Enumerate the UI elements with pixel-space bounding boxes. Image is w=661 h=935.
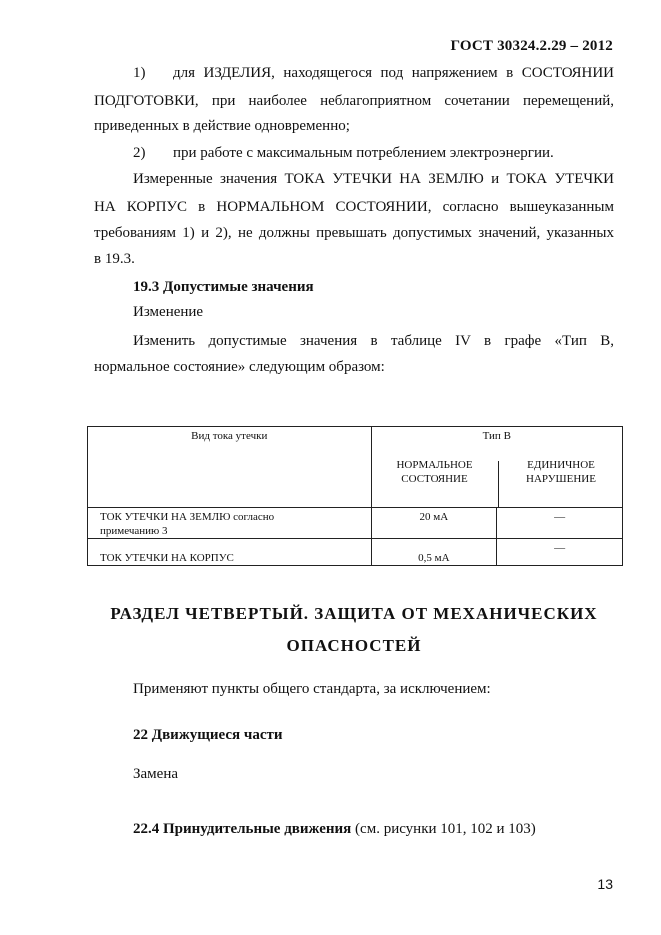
list-number-1: 1) [133, 65, 146, 81]
standard-designation: ГОСТ 30324.2.29 – 2012 [450, 38, 613, 54]
row-1-name-line-2: примечанию 3 [100, 525, 168, 537]
replace-label: Замена [133, 766, 179, 782]
apply-paragraph: Применяют пункты общего стандарта, за исключением: [133, 681, 491, 697]
row-1-normal-value: 20 мА [419, 511, 449, 523]
change-label: Изменение [133, 304, 204, 320]
paragraph-line-4: в 19.3. [94, 251, 135, 267]
section-4-title-line-2: ОПАСНОСТЕЙ [286, 636, 422, 655]
header-type-b [371, 427, 623, 508]
paragraph-line-3: требованиям 1) и 2), не должны превышать допустимых значений, указанных [94, 225, 614, 241]
header-fault-line-1: ЕДИНИЧНОЕ [527, 459, 595, 471]
header-single-fault [499, 458, 624, 486]
list-item-1-line-2: ПОДГОТОВКИ, при наиболее неблагоприятном сочетании перемещений, [94, 93, 614, 109]
list-item-1-line-3: приведенных в действие одновременно; [94, 118, 350, 134]
section-22-4-figures: (см. рисунки 101, 102 и 103) [351, 821, 536, 837]
header-normal-line-1: НОРМАЛЬНОЕ [396, 459, 473, 471]
table-row [88, 539, 623, 566]
header-normal-line-2: СОСТОЯНИЕ [401, 473, 468, 485]
row-1-fault [497, 508, 623, 539]
header-fault-line-2: НАРУШЕНИЕ [526, 473, 596, 485]
list-number-2: 2) [133, 145, 146, 161]
row-2-name [88, 539, 372, 566]
row-1-fault-value: — [554, 511, 566, 523]
change-instruction-line-2: нормальное состояние» следующим образом: [94, 359, 385, 375]
list-item-2: при работе с максимальным потреблением электроэнергии. [173, 145, 554, 161]
row-2-fault [497, 539, 623, 566]
page-number: 13 [597, 876, 613, 892]
section-22-title: 22 Движущиеся части [133, 727, 283, 743]
header-leakage-type [88, 427, 372, 508]
row-1-name-line-1: ТОК УТЕЧКИ НА ЗЕМЛЮ согласно [100, 511, 275, 523]
row-2-fault-value: — [554, 542, 566, 554]
section-22-4-title: 22.4 Принудительные движения [133, 821, 352, 837]
change-instruction-line-1: Изменить допустимые значения в таблице IV в графе «Тип В, [133, 333, 614, 349]
row-1-normal [371, 508, 497, 539]
header-normal-state [372, 458, 498, 486]
section-19-3-title: 19.3 Допустимые значения [133, 279, 314, 295]
row-2-normal-value: 0,5 мА [418, 552, 450, 564]
section-4-title-line-1: РАЗДЕЛ ЧЕТВЕРТЫЙ. ЗАЩИТА ОТ МЕХАНИЧЕСКИХ [110, 604, 598, 623]
row-1-name [88, 508, 372, 539]
paragraph-line-1: Измеренные значения ТОКА УТЕЧКИ НА ЗЕМЛЮ и ТОКА УТЕЧКИ [133, 171, 614, 187]
header-leakage-type-text: Вид тока утечки [191, 430, 268, 442]
list-item-1-line-1: для ИЗДЕЛИЯ, находящегося под напряжением в СОСТОЯНИИ [173, 65, 614, 81]
leakage-current-table [87, 426, 623, 566]
row-2-name-line-1: ТОК УТЕЧКИ НА КОРПУС [100, 552, 234, 564]
table-row [88, 508, 623, 539]
section-22-4-line [133, 822, 536, 837]
paragraph-line-2: НА КОРПУС в НОРМАЛЬНОМ СОСТОЯНИИ, согласно вышеуказанным [94, 199, 614, 215]
row-2-normal [371, 539, 497, 566]
header-type-b-text: Тип В [482, 430, 511, 442]
